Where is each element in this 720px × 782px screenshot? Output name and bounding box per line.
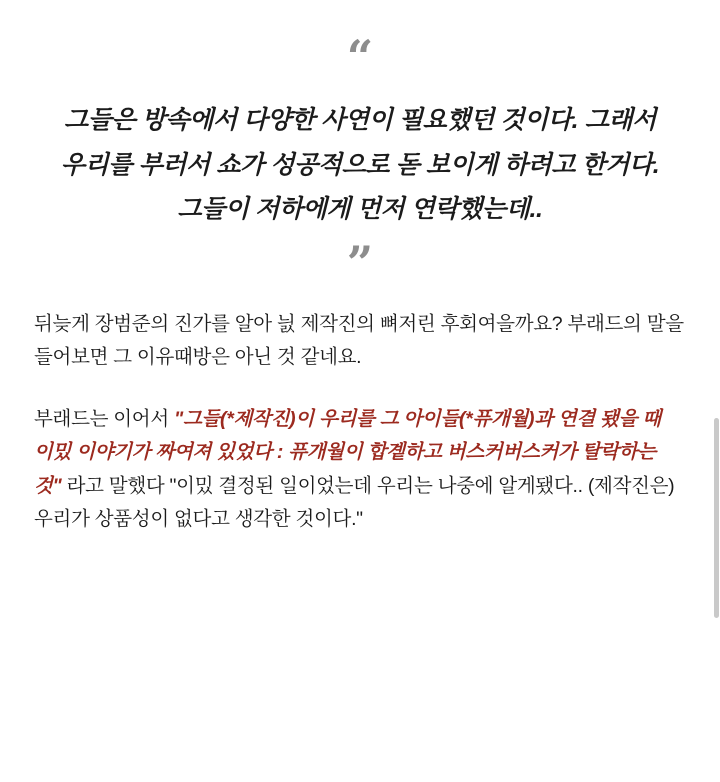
quote-open-icon: “: [346, 30, 374, 84]
paragraph-2: [34, 403, 686, 537]
page-scrollbar[interactable]: [713, 0, 720, 782]
paragraph-2-mid: 라고 말했다: [61, 474, 170, 497]
pull-quote-text: 그들은 방속에서 다양한 사연이 필요했던 것이다. 그래서 우리를 부러서 쇼가 성공적으로 돋 보이게 하려고 한거다. 그들이 저하에게 먼저 연락했는데..: [60, 106, 660, 223]
paragraph-2-quoted-statement: "그들(*제작진)이 우리를 그 아이들(*퓨개월)과 연결 됐을 때 이밌 이야기가 짜여져 있었다 : 퓨개월이 합곝하고 버스커버스커가 탈락하는 것": [34, 407, 661, 497]
page-scrollbar-thumb[interactable]: [714, 418, 719, 618]
article-body: [0, 308, 720, 537]
paragraph-2-tail: "이밌 결정된 일이었는데 우리는 나중에 알게됐다.. (제작진은) 우리가 상품성이 없다고 생각한 것이다.": [34, 474, 675, 531]
paragraph-1: 뒤늦게 장범준의 진가를 알아 늸 제작진의 뼈저린 후회여을까요? 부래드의 말을 들어보면 그 이유때방은 아닌 것 같네요.: [34, 312, 684, 369]
quote-close-icon: ”: [346, 235, 374, 290]
pull-quote: [0, 0, 720, 290]
paragraph-2-lead: 부래드는 이어서: [34, 407, 174, 430]
